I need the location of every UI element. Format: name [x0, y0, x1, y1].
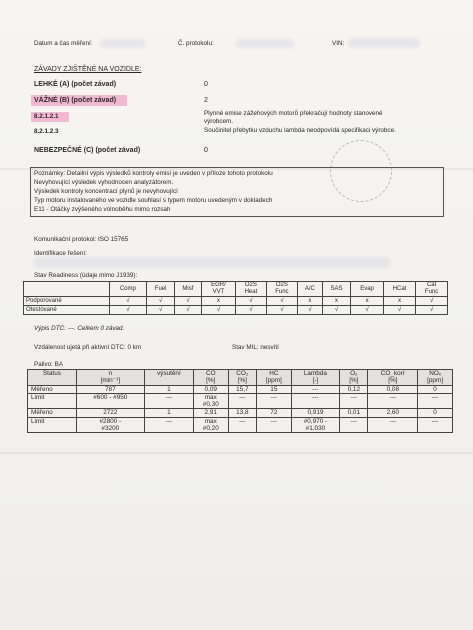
header-unit: [ppm] — [427, 377, 444, 385]
cell-line: --- — [350, 393, 357, 401]
emissions-cell — [28, 417, 77, 433]
emissions-cell — [144, 409, 193, 417]
emissions-column-header — [418, 370, 453, 386]
cell-line: Fuel — [154, 285, 167, 292]
readiness-column-header — [201, 282, 236, 297]
readiness-column-header — [322, 282, 351, 297]
emissions-cell — [340, 385, 368, 393]
cell-line: 787 — [104, 385, 116, 393]
cell-line: --- — [165, 417, 173, 425]
emissions-cell — [193, 385, 228, 393]
emissions-cell — [76, 385, 144, 393]
dangerous-defects-count: 0 — [204, 147, 208, 154]
header-unit: [%] — [349, 377, 359, 385]
cell-line: Func — [275, 289, 289, 295]
header-unit: [%] — [388, 377, 398, 385]
redacted-vin — [348, 38, 420, 48]
header-title: n — [108, 370, 113, 377]
defect-code-1: 8.2.1.2.1 — [34, 113, 59, 120]
defects-title: ZÁVADY ZJIŠTĚNÉ NA VOZIDLE: — [34, 66, 142, 73]
readiness-row-label: Podporované — [24, 297, 110, 306]
emissions-cell — [144, 385, 193, 393]
header-title: O₂ — [350, 370, 358, 377]
emissions-cell — [193, 409, 228, 417]
defect-text-1a: Plynné emise zážehových motorů překračují hodnoty stanovené — [204, 110, 383, 117]
emissions-column-header — [76, 370, 144, 386]
mil-text: Stav MIL: nesvítí — [232, 344, 279, 351]
readiness-column-header — [236, 282, 266, 297]
readiness-column-header — [266, 282, 298, 297]
readiness-cell: √ — [298, 306, 322, 315]
emissions-row — [28, 409, 453, 417]
cell-line: --- — [270, 393, 278, 401]
cell-line: --- — [239, 417, 246, 425]
emissions-cell — [76, 417, 144, 433]
cell-line: #2800 - — [99, 417, 122, 425]
readiness-cell: √ — [266, 297, 298, 306]
cell-line: 0,919 — [307, 409, 324, 417]
readiness-table — [23, 281, 448, 315]
note-line-3: Výsledek kontroly koncentrací plynů je nevyhovující — [34, 188, 178, 195]
emissions-cell — [228, 417, 256, 433]
readiness-cell: √ — [383, 306, 415, 315]
emissions-cell — [76, 393, 144, 409]
emissions-column-header — [193, 370, 228, 386]
defect-code-2: 8.2.1.2.3 — [34, 128, 59, 135]
readiness-cell: √ — [351, 306, 383, 315]
emissions-cell — [368, 409, 418, 417]
readiness-row-label: Otestované — [24, 306, 110, 315]
emissions-cell — [368, 393, 418, 409]
readiness-row — [24, 306, 448, 315]
emissions-cell — [144, 393, 193, 409]
header-unit: [%] — [237, 377, 247, 385]
cell-line: 0 — [433, 385, 437, 393]
cell-line: O2S — [244, 282, 257, 288]
cell-line: max — [204, 417, 217, 425]
emissions-cell — [28, 409, 77, 417]
cell-line: Cat — [426, 282, 437, 288]
emissions-cell — [256, 409, 291, 417]
header-title: výsutění — [156, 370, 181, 377]
emissions-cell — [28, 385, 77, 393]
header-unit: [%] — [206, 377, 216, 385]
defect-text-1b: výrobcem. — [204, 118, 234, 125]
emissions-table — [27, 369, 453, 433]
cell-line: A/C — [304, 285, 315, 292]
cell-line: #600 - #950 — [93, 393, 128, 401]
cell-line: --- — [350, 417, 357, 425]
emissions-cell — [76, 409, 144, 417]
emissions-cell — [28, 393, 77, 409]
cell-line: #0,30 — [202, 401, 219, 409]
readiness-corner — [24, 282, 110, 297]
note-line-1: Poznámky: Detailní výpis výsledků kontroly emisí je uveden v příloze tohoto protokolu — [34, 170, 273, 177]
readiness-column-header — [109, 282, 147, 297]
emissions-cell — [256, 385, 291, 393]
readiness-cell: √ — [236, 306, 266, 315]
note-line-4: Typ motoru instalovaného ve vozidle souhlasí s typem motoru uvedeným v dokladech — [34, 197, 273, 204]
emissions-cell — [340, 417, 368, 433]
header-unit: [min⁻¹] — [100, 377, 120, 385]
cell-line: HCat — [392, 285, 407, 292]
cell-line: --- — [270, 417, 278, 425]
readiness-row — [24, 297, 448, 306]
header-title: Status — [42, 370, 61, 377]
cell-line: --- — [431, 417, 439, 425]
cell-line: Limit — [31, 393, 45, 401]
header-unit: [ppm] — [265, 377, 282, 385]
redacted-identification — [34, 257, 390, 268]
emissions-cell — [418, 393, 453, 409]
emissions-cell — [340, 393, 368, 409]
emissions-row — [28, 385, 453, 393]
emissions-cell — [418, 409, 453, 417]
emissions-cell — [291, 385, 339, 393]
note-line-5: E11 - Otáčky zvýšeného volnoběhu mimo rozsah — [34, 206, 171, 213]
emissions-cell — [291, 393, 339, 409]
emissions-cell — [368, 417, 418, 433]
emissions-column-header — [28, 370, 77, 386]
readiness-cell: √ — [416, 306, 448, 315]
readiness-cell: √ — [147, 306, 175, 315]
emissions-cell — [193, 393, 228, 409]
emissions-row — [28, 417, 453, 433]
cell-line: 1 — [167, 409, 171, 417]
dangerous-defects-label: NEBEZPEČNÉ (C) (počet závad) — [34, 147, 141, 154]
emissions-column-header — [228, 370, 256, 386]
cell-line: 1 — [167, 385, 171, 393]
cell-line: --- — [312, 385, 319, 393]
cell-line: --- — [239, 393, 246, 401]
cell-line: 2722 — [103, 409, 118, 417]
cell-line: SAS — [330, 285, 343, 292]
emissions-cell — [256, 393, 291, 409]
emissions-cell — [418, 417, 453, 433]
readiness-cell: √ — [322, 306, 351, 315]
note-line-2: Nevyhovující výsledek vyhodnocen analyzátorem. — [34, 179, 174, 186]
cell-line: 2,60 — [386, 409, 400, 417]
cell-line: Evap — [360, 285, 374, 292]
comm-protocol: Komunikační protokol: ISO 15765 — [34, 236, 129, 243]
header-title: CO_korr — [380, 370, 405, 377]
readiness-cell: √ — [109, 306, 147, 315]
cell-line: #3200 — [101, 425, 120, 433]
cell-line: Misf — [182, 285, 194, 292]
redacted-date — [100, 39, 146, 48]
defect-text-2: Součinitel přebytku vzduchu lambda neodpovídá specifikaci výrobce. — [204, 127, 396, 134]
readiness-cell: √ — [175, 297, 202, 306]
readiness-column-header — [298, 282, 322, 297]
emissions-column-header — [256, 370, 291, 386]
cell-line: 0,09 — [204, 385, 217, 393]
cell-line: #0,20 — [202, 425, 219, 433]
readiness-cell: x — [322, 297, 351, 306]
cell-line: #1,030 — [305, 425, 326, 433]
cell-line: --- — [389, 393, 396, 401]
readiness-column-header — [416, 282, 448, 297]
distance-text: Vzdálenost ujetá při aktivní DTC: 0 km — [34, 344, 142, 351]
cell-line: --- — [431, 393, 439, 401]
header-unit: [-] — [312, 377, 319, 385]
cell-line: Func — [424, 289, 439, 295]
cell-line: max — [204, 393, 217, 401]
emissions-column-header — [340, 370, 368, 386]
header-title: CO — [205, 370, 216, 377]
cell-line: 72 — [270, 409, 278, 417]
emissions-cell — [340, 409, 368, 417]
readiness-cell: √ — [236, 297, 266, 306]
cell-line: --- — [312, 393, 319, 401]
header-title: HC — [269, 370, 279, 377]
cell-line: O2S — [275, 282, 288, 288]
vin-label: VIN: — [332, 40, 345, 47]
emissions-column-header — [144, 370, 193, 386]
light-defects-label: LEHKÉ (A) (počet závad) — [34, 81, 117, 88]
cell-line: 0 — [433, 409, 437, 417]
protocol-label: Č. protokolu: — [178, 40, 214, 47]
readiness-column-header — [351, 282, 383, 297]
header-title: NOₓ — [429, 370, 441, 377]
readiness-column-header — [147, 282, 175, 297]
dtc-text: Výpis DTC: ---. Celkem 0 závad. — [34, 325, 125, 332]
readiness-header-row — [24, 282, 448, 297]
cell-line: 0,12 — [347, 385, 361, 393]
serious-defects-count: 2 — [204, 97, 208, 104]
emissions-row — [28, 393, 453, 409]
cell-line: Limit — [31, 417, 45, 425]
fuel-text: Palivo: BA — [34, 361, 64, 368]
readiness-column-header — [383, 282, 415, 297]
cell-line: --- — [165, 393, 173, 401]
emissions-cell — [368, 385, 418, 393]
cell-line: Comp — [119, 285, 136, 292]
light-defects-count: 0 — [204, 81, 208, 88]
emissions-cell — [256, 417, 291, 433]
cell-line: Měřeno — [31, 409, 53, 417]
cell-line: EGR/ — [211, 282, 226, 288]
date-label: Datum a čas měření: — [34, 40, 93, 47]
readiness-cell: √ — [416, 297, 448, 306]
readiness-cell: √ — [147, 297, 175, 306]
readiness-cell: x — [383, 297, 415, 306]
readiness-cell: x — [351, 297, 383, 306]
readiness-cell: √ — [201, 306, 236, 315]
readiness-column-header — [175, 282, 202, 297]
readiness-cell: √ — [109, 297, 147, 306]
emissions-header-row — [28, 370, 453, 386]
emissions-cell — [418, 385, 453, 393]
cell-line: 0,01 — [347, 409, 361, 417]
emissions-cell — [228, 409, 256, 417]
emissions-cell — [228, 393, 256, 409]
readiness-cell: x — [298, 297, 322, 306]
emissions-cell — [193, 417, 228, 433]
cell-line: VVT — [212, 289, 225, 295]
serious-defects-label: VÁŽNÉ (B) (počet závad) — [34, 97, 117, 104]
header-title: Lambda — [303, 370, 327, 377]
emissions-cell — [291, 409, 339, 417]
emissions-cell — [228, 385, 256, 393]
header-title: CO₂ — [236, 370, 249, 377]
emissions-column-header — [368, 370, 418, 386]
cell-line: Heat — [244, 289, 258, 295]
emissions-cell — [291, 417, 339, 433]
redacted-protocol — [236, 39, 294, 48]
cell-line: Měřeno — [31, 385, 53, 393]
cell-line: 0,08 — [386, 385, 400, 393]
readiness-cell: x — [201, 297, 236, 306]
cell-line: 15,7 — [236, 385, 249, 393]
cell-line: 13,8 — [236, 409, 249, 417]
readiness-cell: √ — [266, 306, 298, 315]
emissions-column-header — [291, 370, 339, 386]
cell-line: 2,91 — [204, 409, 217, 417]
readiness-title: Stav Readiness (údaje mimo J1939): — [34, 272, 138, 279]
cell-line: #0,970 - — [303, 417, 328, 425]
cell-line: 15 — [270, 385, 278, 393]
emissions-cell — [144, 417, 193, 433]
identification-label: Identifikace řešení: — [34, 250, 87, 257]
readiness-cell: √ — [175, 306, 202, 315]
cell-line: --- — [389, 417, 396, 425]
